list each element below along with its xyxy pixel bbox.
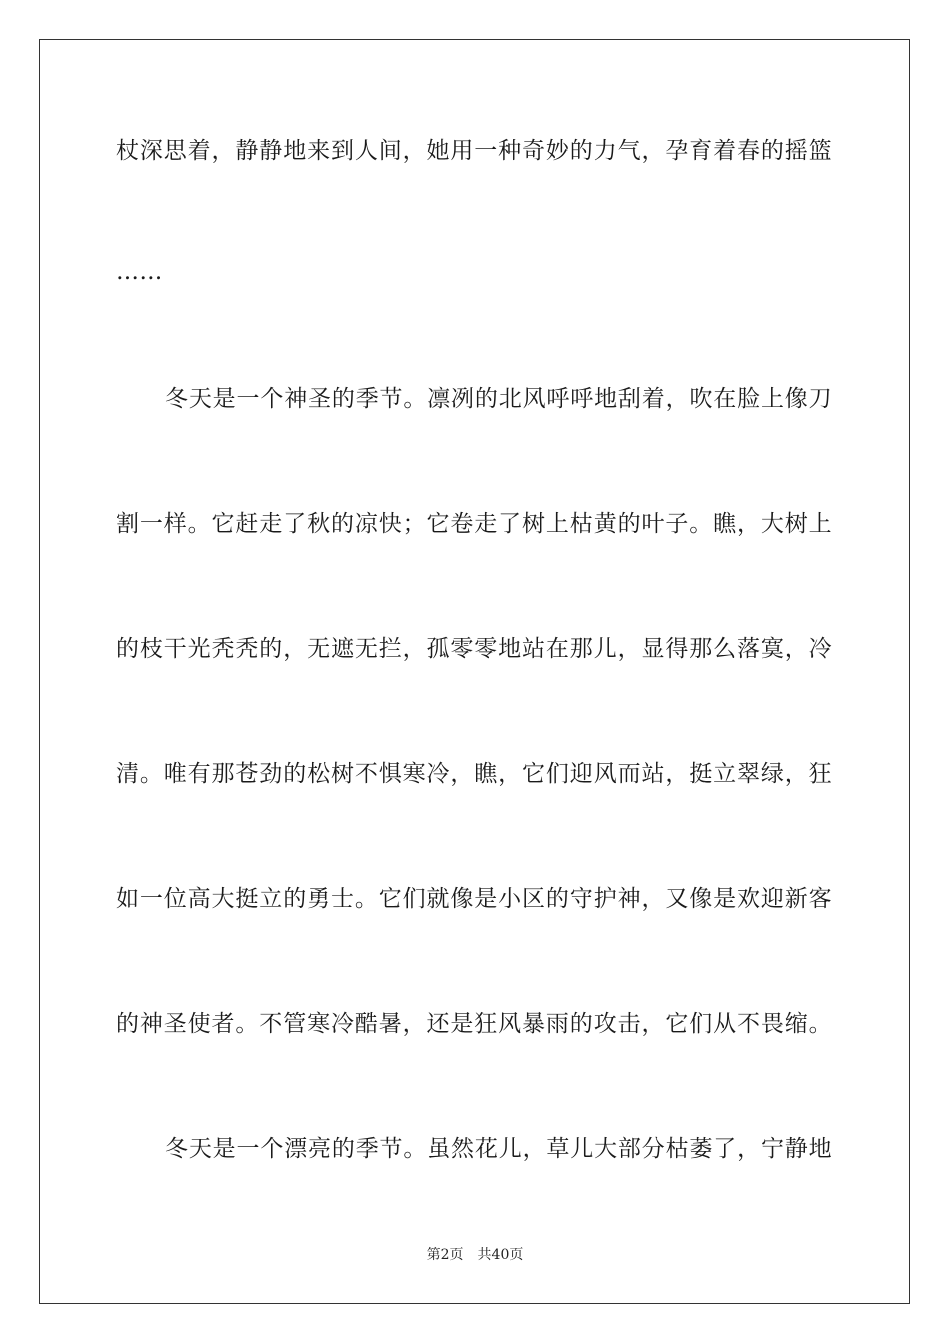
page-footer bbox=[0, 1246, 950, 1264]
paragraph-2-line-6: 的神圣使者。不管寒冷酷暑，还是狂风暴雨的攻击，它们从不畏缩。 bbox=[116, 1011, 832, 1037]
page-number: 第2页 bbox=[426, 1247, 464, 1263]
text-line-2: …… bbox=[116, 259, 163, 285]
paragraph-2-line-1: 冬天是一个神圣的季节。凛冽的北风呼呼地刮着，吹在脸上像刀 bbox=[165, 386, 832, 412]
paragraph-2-line-3: 的枝干光秃秃的，无遮无拦，孤零零地站在那儿，显得那么落寞，冷 bbox=[116, 636, 832, 662]
page-total: 共40页 bbox=[477, 1247, 524, 1263]
text-line-1: 杖深思着，静静地来到人间，她用一种奇妙的力气，孕育着春的摇篮 bbox=[116, 138, 832, 164]
paragraph-2-line-4: 清。唯有那苍劲的松树不惧寒冷，瞧，它们迎风而站，挺立翠绿，狂 bbox=[116, 761, 832, 787]
paragraph-2-line-2: 割一样。它赶走了秋的凉快；它卷走了树上枯黄的叶子。瞧，大树上 bbox=[116, 511, 832, 537]
paragraph-2-line-5: 如一位高大挺立的勇士。它们就像是小区的守护神，又像是欢迎新客 bbox=[116, 886, 832, 912]
paragraph-3-line-1: 冬天是一个漂亮的季节。虽然花儿，草儿大部分枯萎了，宁静地 bbox=[165, 1136, 832, 1162]
page-border bbox=[39, 39, 910, 1304]
